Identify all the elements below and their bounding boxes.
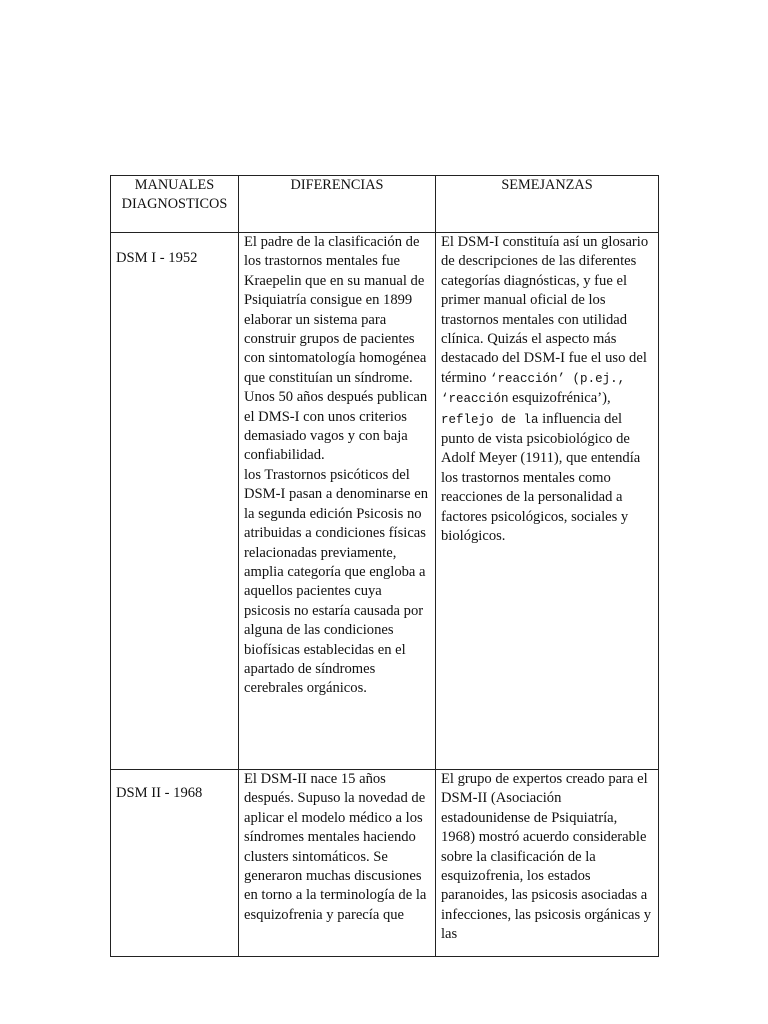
diferencias-paragraph: El padre de la clasificación de los trastornos mentales fue Kraepelin que en su manual de Psiquiatría consigue en 1899 elaborar un sistema para construir grupos de pacientes con sintomatología homogénea que constituían un síndrome. Unos 50 años después publican el DMS-I con unos criterios demasiado vagos y con baja confiabilidad. xyxy=(244,234,428,464)
table-header-row xyxy=(111,176,659,233)
header-manuales: MANUALES DIAGNOSTICOS xyxy=(111,176,239,233)
diferencias-cell xyxy=(239,233,436,770)
manual-cell: DSM I - 1952 xyxy=(111,233,239,770)
semejanzas-text: influencia del punto de vista psicobiológico de Adolf Meyer (1911), que entendía los trastornos mentales como reacciones de la personalidad a factores psicológicos, sociales y biológicos. xyxy=(441,410,641,545)
header-diferencias: DIFERENCIAS xyxy=(239,176,436,233)
diferencias-paragraph: los Trastornos psicóticos del DSM-I pasan a denominarse en la segunda edición Psicosis no atribuidas a condiciones físicas relacionadas previamente, amplia categoría que engloba a aquellos pacientes cuya psicosis no estaría causada por alguna de las condiciones biofísicas establecidas en el apartado de síndromes cerebrales orgánicos. xyxy=(244,466,428,697)
diferencias-cell xyxy=(239,770,436,957)
semejanzas-term: reflejo de la xyxy=(441,412,539,427)
semejanzas-term: ‘reacción’ (p.ej., ‘reacción xyxy=(441,371,626,407)
diferencias-paragraph: El DSM-II nace 15 años después. Supuso la novedad de aplicar el modelo médico a los síndromes mentales haciendo clusters sintomáticos. Se generaron muchas discusiones en torno a la terminología de la esquizofrenia y parecía que xyxy=(244,771,427,923)
semejanzas-cell xyxy=(436,770,659,957)
table-row xyxy=(111,770,659,957)
table-row xyxy=(111,233,659,770)
header-semejanzas: SEMEJANZAS xyxy=(436,176,659,233)
semejanzas-text: esquizofrénica’), xyxy=(508,390,611,407)
semejanzas-text: El DSM-I constituía así un glosario de descripciones de las diferentes categorías diagnósticas, y fue el primer manual oficial de los trastornos mentales con utilidad clínica. Quizás el aspecto más destacado del DSM-I fue el uso del término xyxy=(441,234,649,386)
manual-cell: DSM II - 1968 xyxy=(111,770,239,957)
semejanzas-paragraph: El grupo de expertos creado para el DSM-II (Asociación estadounidense de Psiquiatría, 1968) mostró acuerdo considerable sobre la clasificación de la esquizofrenia, los estados paranoides, las psicosis asociadas a infecciones, las psicosis orgánicas y las xyxy=(441,771,652,942)
comparison-table xyxy=(110,175,659,957)
semejanzas-cell xyxy=(436,233,659,770)
